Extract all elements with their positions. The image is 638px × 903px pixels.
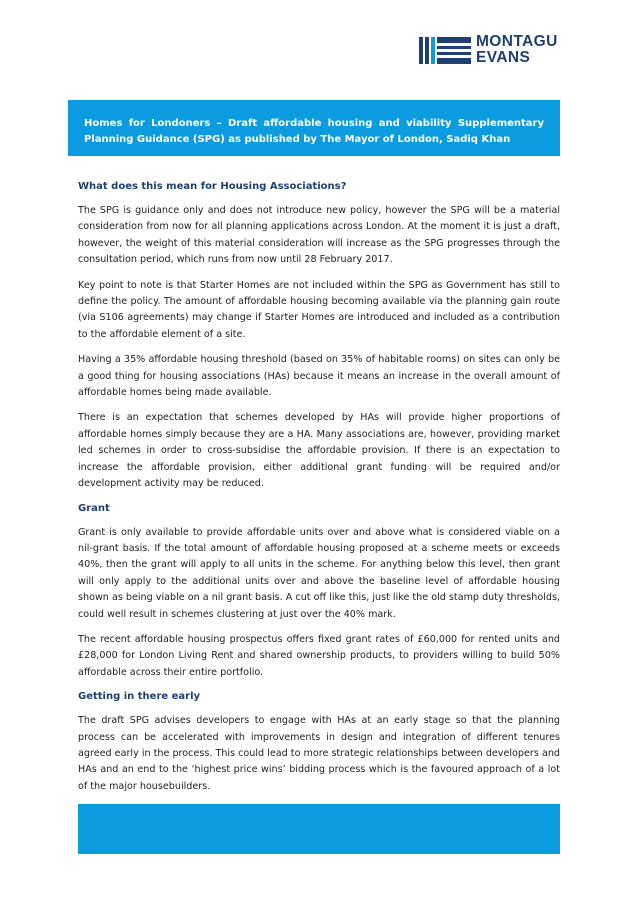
logo-wordmark: [476, 34, 558, 66]
article-body: [78, 180, 560, 804]
title-banner: [68, 100, 560, 156]
logo-line-1: MONTAGU: [476, 33, 558, 50]
paragraph: The SPG is guidance only and does not introduce new policy, however the SPG will be a material consideration from now for all planning applications across London. At the moment it is just a draft, however, the weight of this material consideration will increase as the SPG progresses through the consultation period, which runs from now until 28 February 2017.: [78, 205, 560, 266]
montagu-evans-logo: [419, 33, 564, 69]
paragraph: There is an expectation that schemes developed by HAs will provide higher proportions of affordable homes simply because they are a HA. Many associations are, however, providing market led schemes in order to cross-subsidise the affordable provision. If there is an expectation to increase the affordable provision, either additional grant funding will be required and/or development activity may be reduced.: [78, 412, 560, 490]
paragraph: Key point to note is that Starter Homes are not included within the SPG as Government has still to define the policy. The amount of affordable housing becoming available via the planning gain route (via S106 agreements) may change if Starter Homes are introduced and included as a contribution to the affordable element of a site.: [78, 279, 560, 340]
section-heading-housing-associations: What does this mean for Housing Associations?: [78, 181, 347, 192]
banner-title: Homes for Londoners – Draft affordable housing and viability Supplementary Planning Guidance (SPG) as published by The Mayor of London, Sadiq Khan: [84, 118, 544, 145]
paragraph: The recent affordable housing prospectus offers fixed grant rates of £60,000 for rented units and £28,000 for London Living Rent and shared ownership products, to providers willing to build 50% affordable across their entire portfolio.: [78, 633, 560, 678]
footer-band: [78, 804, 560, 854]
paragraph: Grant is only available to provide affordable units over and above what is considered viable on a nil-grant basis. If the total amount of affordable housing proposed at a scheme meets or exceeds 40%, then the grant will apply to all units in the scheme. For anything below this level, then grant will only apply to the additional units over and above the baseline level of affordable housing shown as being viable on a nil grant basis. A cut off like this, just like the old stamp duty thresholds, could well result in schemes clustering at just over the 40% mark.: [78, 526, 560, 620]
section-heading-grant: Grant: [78, 502, 110, 514]
paragraph: Having a 35% affordable housing threshold (based on 35% of habitable rooms) on sites can only be a good thing for housing associations (HAs) because it means an increase in the overall amount of affordable homes being made available.: [78, 354, 560, 399]
paragraph: The draft SPG advises developers to engage with HAs at an early stage so that the planning process can be accelerated with improvements in design and integration of different tenures agreed early in the process. This could lead to more strategic relationships between developers and HAs and an end to the ‘highest price wins’ bidding process which is the favoured approach of a lot of the major housebuilders.: [78, 715, 560, 792]
section-heading-getting-in-early: Getting in there early: [78, 691, 201, 703]
logo-line-2: EVANS: [476, 49, 531, 66]
montagu-evans-logo-mark-icon: [419, 37, 471, 64]
